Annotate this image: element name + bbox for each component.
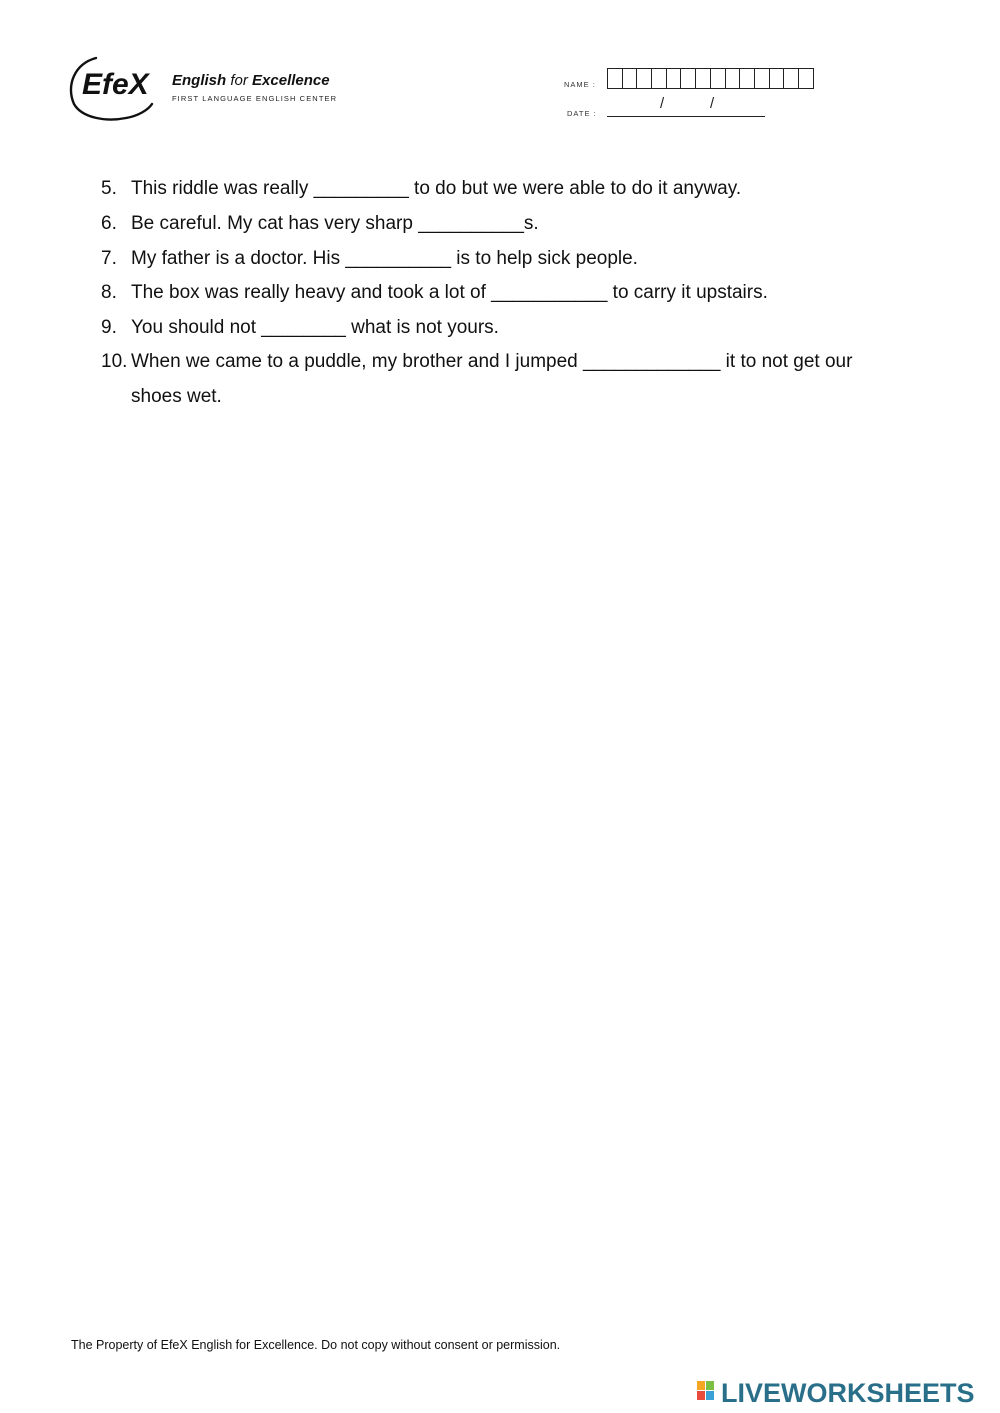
question-text: shoes wet. [131, 386, 222, 407]
name-letter-box[interactable] [607, 68, 622, 89]
liveworksheets-wordmark: LIVEWORKSHEETS [721, 1378, 975, 1408]
name-label: NAME : [564, 80, 596, 89]
question-text: You should not ________ what is not yours. [131, 317, 499, 338]
logo-title-english: English [172, 72, 227, 89]
liveworksheets-tile [706, 1381, 714, 1390]
name-letter-box[interactable] [710, 68, 725, 89]
name-letter-box[interactable] [798, 68, 814, 89]
logo-title-for: for [230, 72, 248, 89]
question-text: When we came to a puddle, my brother and I jumped _____________ it to not get our [131, 351, 853, 372]
name-letter-box[interactable] [622, 68, 637, 89]
liveworksheets-logo[interactable] [697, 1378, 997, 1410]
logo-title-excellence: Excellence [252, 72, 330, 89]
name-letter-box[interactable] [680, 68, 695, 89]
liveworksheets-tile [697, 1381, 705, 1390]
date-line[interactable] [607, 116, 765, 117]
question-number: 6. [101, 213, 117, 234]
date-slash-2: / [710, 95, 715, 112]
logo-mark: EfeX [82, 68, 149, 101]
name-letter-box[interactable] [725, 68, 740, 89]
question-number: 9. [101, 317, 117, 338]
logo-subtitle: FIRST LANGUAGE ENGLISH CENTER [172, 94, 338, 103]
question-number: 10. [101, 351, 128, 372]
worksheet-header [0, 0, 1000, 140]
name-letter-box[interactable] [666, 68, 681, 89]
name-letter-box[interactable] [769, 68, 784, 89]
question-text: This riddle was really _________ to do but we were able to do it anyway. [131, 178, 742, 199]
name-letter-box[interactable] [754, 68, 769, 89]
copyright-footer: The Property of EfeX English for Excellence. Do not copy without consent or permission. [71, 1338, 561, 1352]
question-text: My father is a doctor. His __________ is to help sick people. [131, 248, 638, 269]
question-number: 5. [101, 178, 117, 199]
date-label: DATE : [567, 109, 597, 118]
liveworksheets-tiles-icon [697, 1381, 721, 1407]
question-number: 7. [101, 248, 117, 269]
name-letter-box[interactable] [636, 68, 651, 89]
efex-logo [66, 54, 356, 124]
liveworksheets-tile [706, 1391, 714, 1400]
question-text: Be careful. My cat has very sharp __________s. [131, 213, 539, 234]
question-text: The box was really heavy and took a lot of ___________ to carry it upstairs. [131, 282, 768, 303]
question-number: 8. [101, 282, 117, 303]
liveworksheets-tile [697, 1391, 705, 1400]
date-slash-1: / [660, 95, 665, 112]
name-input-boxes[interactable] [607, 68, 814, 88]
name-letter-box[interactable] [651, 68, 666, 89]
name-letter-box[interactable] [739, 68, 754, 89]
logo-title [172, 72, 330, 89]
name-letter-box[interactable] [695, 68, 710, 89]
name-letter-box[interactable] [783, 68, 798, 89]
